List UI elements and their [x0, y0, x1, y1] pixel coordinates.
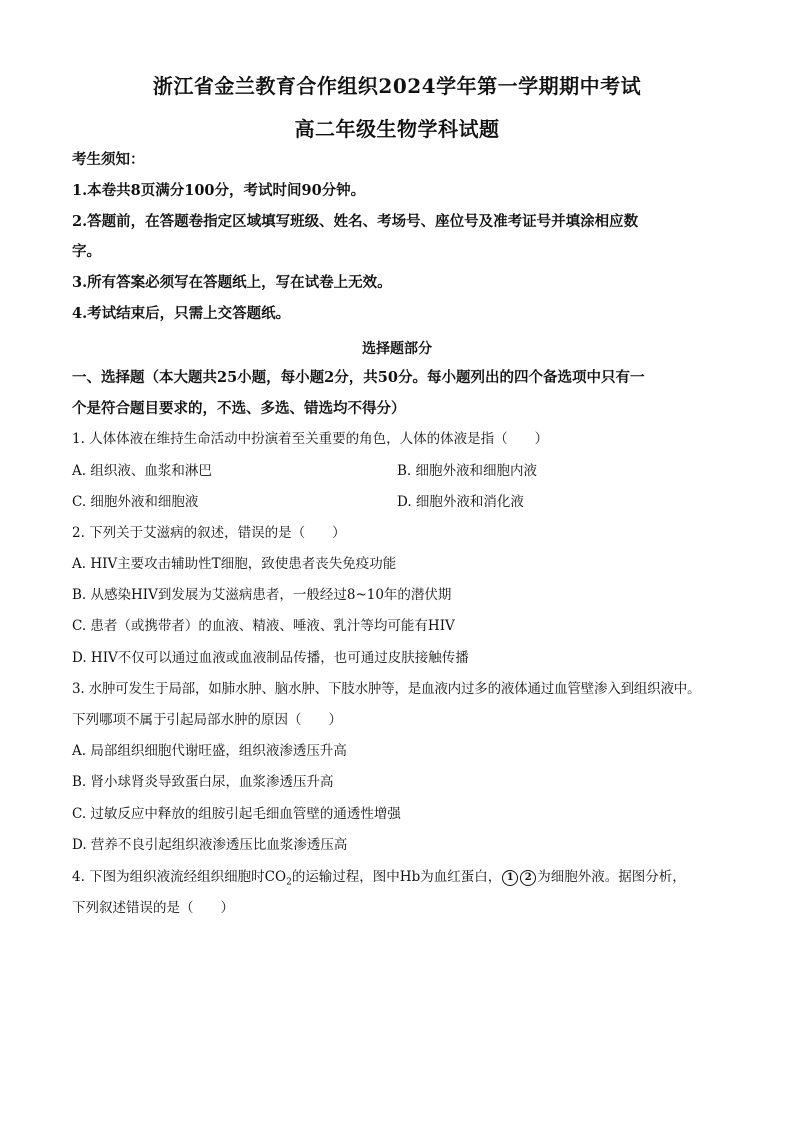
question-option: D. HIV不仅可以通过血液或血液制品传播，也可通过皮肤接触传播	[72, 650, 469, 666]
notice-heading: 考生须知：	[72, 151, 145, 168]
stem-text: 4. 下图为组织液流经组织细胞时CO	[72, 869, 287, 885]
question-option: A. HIV主要攻击辅助性T细胞，致使患者丧失免疫功能	[72, 556, 397, 572]
question-option: B. 从感染HIV到发展为艾滋病患者，一般经过8~10年的潜伏期	[72, 587, 452, 603]
question-option: B. 肾小球肾炎导致蛋白尿，血浆渗透压升高	[72, 774, 334, 790]
question-stem: 下列叙述错误的是（ ）	[72, 900, 234, 916]
notice-item: 2.答题前，在答题卷指定区域填写班级、姓名、考场号、座位号及准考证号并填涂相应数	[72, 213, 639, 230]
subscript: 2	[286, 877, 292, 888]
notice-item: 4.考试结束后，只需上交答题纸。	[72, 305, 291, 322]
part-instructions: 一、选择题（本大题共25小题，每小题2分，共50分。每小题列出的四个备选项中只有一	[72, 369, 645, 386]
question-stem: 2. 下列关于艾滋病的叙述，错误的是（ ）	[72, 525, 346, 541]
exam-title: 浙江省金兰教育合作组织2024学年第一学期期中考试	[152, 74, 642, 98]
notice-item: 3.所有答案必须写在答题纸上，写在试卷上无效。	[72, 274, 392, 291]
question-option: C. 患者（或携带者）的血液、精液、唾液、乳汁等均可能有HIV	[72, 618, 455, 634]
circled-number-1: 1	[502, 870, 518, 886]
question-option: B. 细胞外液和细胞内液	[397, 463, 538, 479]
question-stem	[72, 867, 742, 893]
question-option: A. 局部组织细胞代谢旺盛，组织液渗透压升高	[72, 743, 347, 759]
notice-item: 1.本卷共8页满分100分，考试时间90分钟。	[72, 182, 366, 199]
question-stem: 1. 人体体液在维持生命活动中扮演着至关重要的角色，人体的体液是指（ ）	[72, 431, 549, 447]
question-option: A. 组织液、血浆和淋巴	[72, 463, 212, 479]
part-instructions: 个是符合题目要求的，不选、多选、错选均不得分）	[72, 400, 406, 417]
question-stem: 3. 水肿可发生于局部，如肺水肿、脑水肿、下肢水肿等，是血液内过多的液体通过血管壁渗入到组织液中。	[72, 681, 701, 697]
question-option: C. 细胞外液和细胞液	[72, 494, 199, 510]
question-stem: 下列哪项不属于引起局部水肿的原因（ ）	[72, 712, 342, 728]
question-option: D. 营养不良引起组织液渗透压比血浆渗透压高	[72, 837, 348, 853]
question-option: D. 细胞外液和消化液	[397, 494, 524, 510]
stem-text: 的运输过程，图中Hb为血红蛋白，	[291, 869, 502, 885]
stem-text: 为细胞外液。据图分析，	[537, 869, 686, 885]
question-option: C. 过敏反应中释放的组胺引起毛细血管壁的通透性增强	[72, 806, 401, 822]
notice-item: 字。	[72, 243, 101, 260]
section-title: 选择题部分	[362, 341, 432, 357]
exam-subtitle: 高二年级生物学科试题	[294, 117, 500, 141]
circled-number-2: 2	[520, 870, 536, 886]
